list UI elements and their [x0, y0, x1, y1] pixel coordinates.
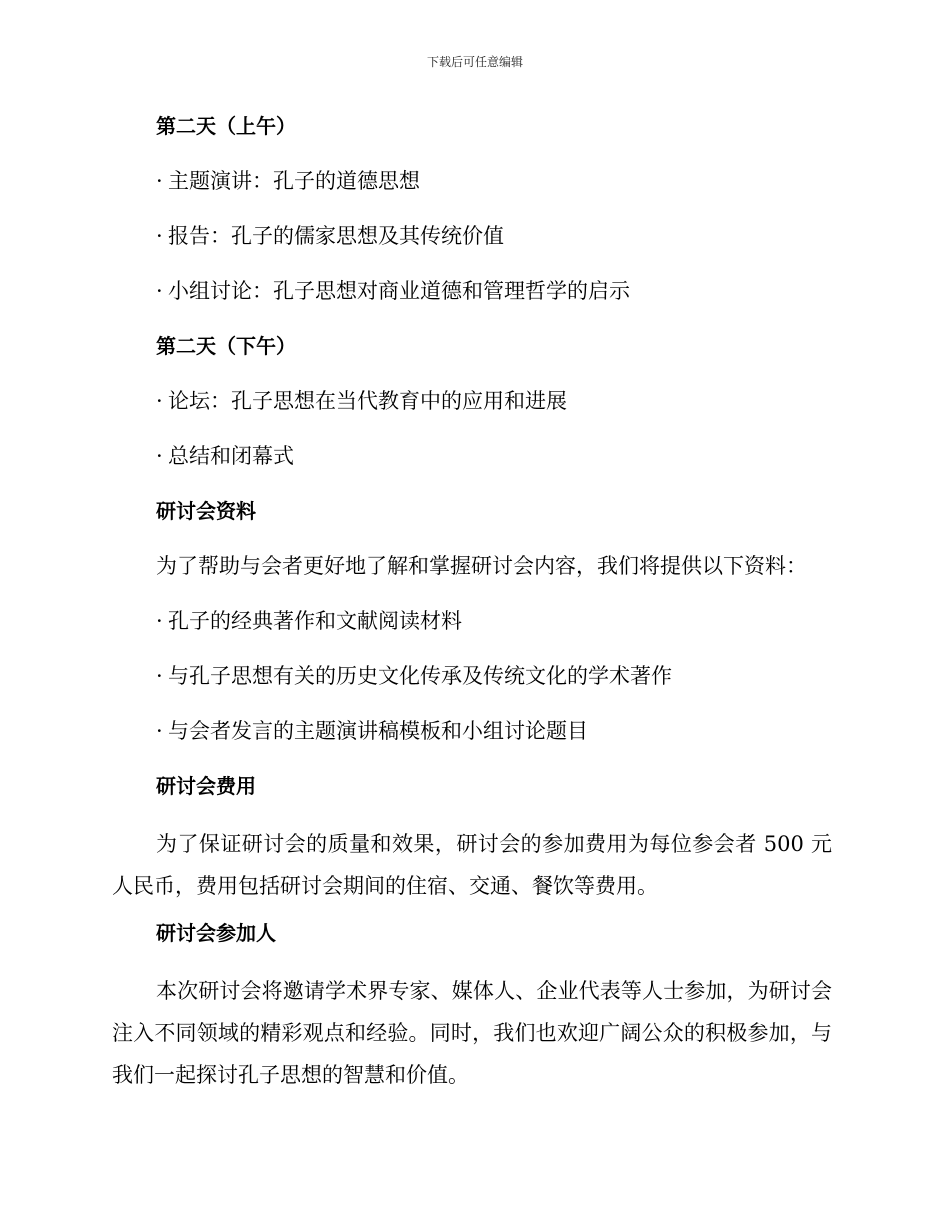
list-item-text: 小组讨论：孔子思想对商业道德和管理哲学的启示 [168, 279, 630, 303]
list-item [112, 713, 832, 768]
bullet-dot: · [156, 609, 163, 633]
document-body [112, 108, 832, 1096]
list-item [112, 383, 832, 438]
list-item-text: 与孔子思想有关的历史文化传承及传统文化的学术著作 [168, 664, 672, 688]
bullet-dot: · [156, 279, 163, 303]
bullet-dot: · [156, 444, 163, 468]
page-header: 下载后可任意编辑 [426, 55, 523, 69]
participants-paragraph: 本次研讨会将邀请学术界专家、媒体人、企业代表等人士参加，为研讨会注入不同领域的精彩观点和经验。同时，我们也欢迎广阔公众的积极参加，与我们一起探讨孔子思想的智慧和价值。 [112, 979, 832, 1087]
list-item-text: 主题演讲：孔子的道德思想 [168, 169, 420, 193]
list-item-text: 孔子的经典著作和文献阅读材料 [168, 609, 462, 633]
list-item [112, 438, 832, 493]
section-heading-participants: 研讨会参加人 [156, 921, 276, 945]
list-item-text: 总结和闭幕式 [168, 444, 294, 468]
bullet-dot: · [156, 224, 163, 248]
list-item-text: 报告：孔子的儒家思想及其传统价值 [168, 224, 504, 248]
fees-paragraph: 为了保证研讨会的质量和效果，研讨会的参加费用为每位参会者 500 元人民币，费用包括研讨会期间的住宿、交通、餐饮等费用。 [112, 832, 832, 898]
list-item [112, 658, 832, 713]
bullet-dot: · [156, 169, 163, 193]
section-heading-day2-morning: 第二天（上午） [156, 114, 296, 138]
list-item-text: 与会者发言的主题演讲稿模板和小组讨论题目 [168, 719, 588, 743]
list-item [112, 603, 832, 658]
bullet-dot: · [156, 664, 163, 688]
list-item [112, 273, 832, 328]
section-heading-day2-afternoon: 第二天（下午） [156, 334, 296, 358]
list-item [112, 218, 832, 273]
section-heading-materials: 研讨会资料 [156, 499, 256, 523]
bullet-dot: · [156, 389, 163, 413]
list-item [112, 163, 832, 218]
materials-intro: 为了帮助与会者更好地了解和掌握研讨会内容，我们将提供以下资料： [156, 554, 807, 578]
section-heading-fees: 研讨会费用 [156, 774, 256, 798]
list-item-text: 论坛：孔子思想在当代教育中的应用和进展 [168, 389, 567, 413]
bullet-dot: · [156, 719, 163, 743]
